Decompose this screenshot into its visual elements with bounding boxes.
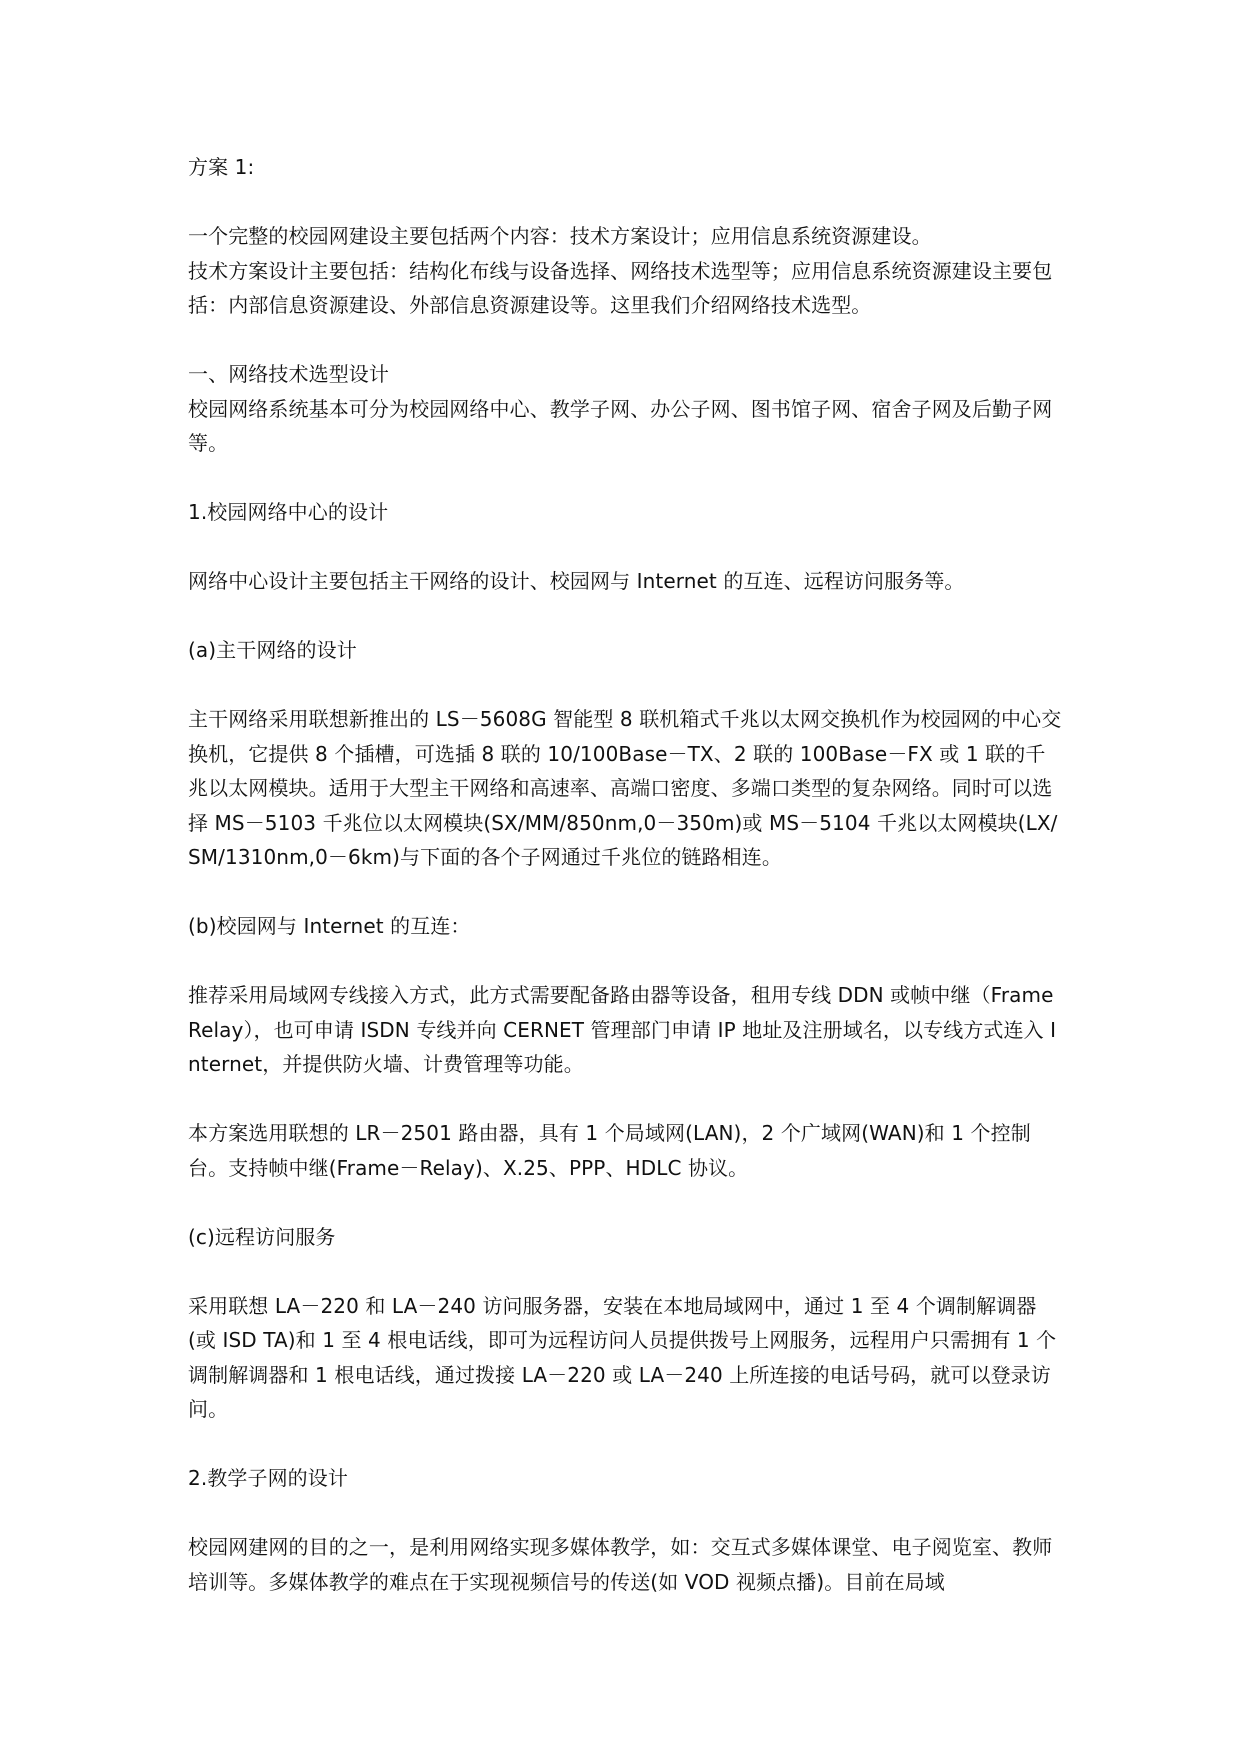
spacer bbox=[188, 599, 1064, 634]
spacer bbox=[188, 1082, 1064, 1117]
intro-paragraph-1: 一个完整的校园网建设主要包括两个内容：技术方案设计；应用信息系统资源建设。 bbox=[188, 224, 932, 248]
spacer bbox=[188, 1254, 1064, 1289]
spacer bbox=[188, 668, 1064, 703]
section-heading-tech-selection: 一、网络技术选型设计 bbox=[188, 362, 389, 386]
spacer bbox=[188, 530, 1064, 565]
paragraph-remote-access: 采用联想 LA－220 和 LA－240 访问服务器，安装在本地局域网中，通过 1 至 4 个调制解调器(或 ISD TA)和 1 至 4 根电话线，即可为远程访问人员提供拨号上网服务，远程用户只需拥有 1 个调制解调器和 1 根电话线，通过拨接 LA－220 或 LA－240 上所连接的电话号码，就可以登录访问。 bbox=[188, 1293, 1057, 1421]
spacer bbox=[188, 185, 1064, 220]
section-paragraph-subnets: 校园网络系统基本可分为校园网络中心、教学子网、办公子网、图书馆子网、宿舍子网及后勤子网等。 bbox=[188, 396, 1053, 455]
paragraph-backbone-design: 主干网络采用联想新推出的 LS－5608G 智能型 8 联机箱式千兆以太网交换机作为校园网的中心交换机，它提供 8 个插槽，可选插 8 联的 10/100Base－TX、2 联的 100Base－FX 或 1 联的千兆以太网模块。适用于大型主干网络和高速率、高端口密度、多端口类型的复杂网络。同时可以选择 MS－5103 千兆位以太网模块(SX/MM/850nm,0－350m)或 MS－5104 千兆以太网模块(LX/SM/1310nm,0－6km)与下面的各个子网通过千兆位的链路相连。 bbox=[188, 707, 1062, 869]
heading-remote-access: (c)远程访问服务 bbox=[188, 1224, 336, 1249]
paragraph-network-center: 网络中心设计主要包括主干网络的设计、校园网与 Internet 的互连、远程访问服务等。 bbox=[188, 569, 965, 593]
spacer bbox=[188, 1496, 1064, 1531]
spacer bbox=[188, 1185, 1064, 1220]
paragraph-router: 本方案选用联想的 LR－2501 路由器，具有 1 个局域网(LAN)，2 个广域网(WAN)和 1 个控制台。支持帧中继(Frame－Relay)、X.25、PPP、HDLC 协议。 bbox=[188, 1121, 1031, 1180]
heading-internet-interconnect: (b)校园网与 Internet 的互连： bbox=[188, 914, 471, 938]
paragraph-teaching-subnet: 校园网建网的目的之一，是利用网络实现多媒体教学，如：交互式多媒体课堂、电子阅览室、教师培训等。多媒体教学的难点在于实现视频信号的传送(如 VOD 视频点播)。目前在局域 bbox=[188, 1535, 1053, 1594]
document-page bbox=[188, 150, 1064, 1599]
spacer bbox=[188, 875, 1064, 910]
paragraph-leased-line: 推荐采用局域网专线接入方式，此方式需要配备路由器等设备，租用专线 DDN 或帧中继（Frame Relay），也可申请 ISDN 专线并向 CERNET 管理部门申请 IP 地址及注册域名，以专线方式连入 Internet，并提供防火墙、计费管理等功能。 bbox=[188, 983, 1057, 1076]
spacer bbox=[188, 323, 1064, 358]
scheme-title: 方案 1: bbox=[188, 155, 255, 179]
subsection-heading-teaching-subnet: 2.教学子网的设计 bbox=[188, 1466, 348, 1490]
spacer bbox=[188, 1427, 1064, 1462]
intro-paragraph-2: 技术方案设计主要包括：结构化布线与设备选择、网络技术选型等；应用信息系统资源建设主要包括：内部信息资源建设、外部信息资源建设等。这里我们介绍网络技术选型。 bbox=[188, 258, 1053, 317]
subsection-heading-network-center: 1.校园网络中心的设计 bbox=[188, 500, 389, 524]
spacer bbox=[188, 461, 1064, 496]
heading-backbone-design: (a)主干网络的设计 bbox=[188, 638, 357, 662]
spacer bbox=[188, 944, 1064, 979]
